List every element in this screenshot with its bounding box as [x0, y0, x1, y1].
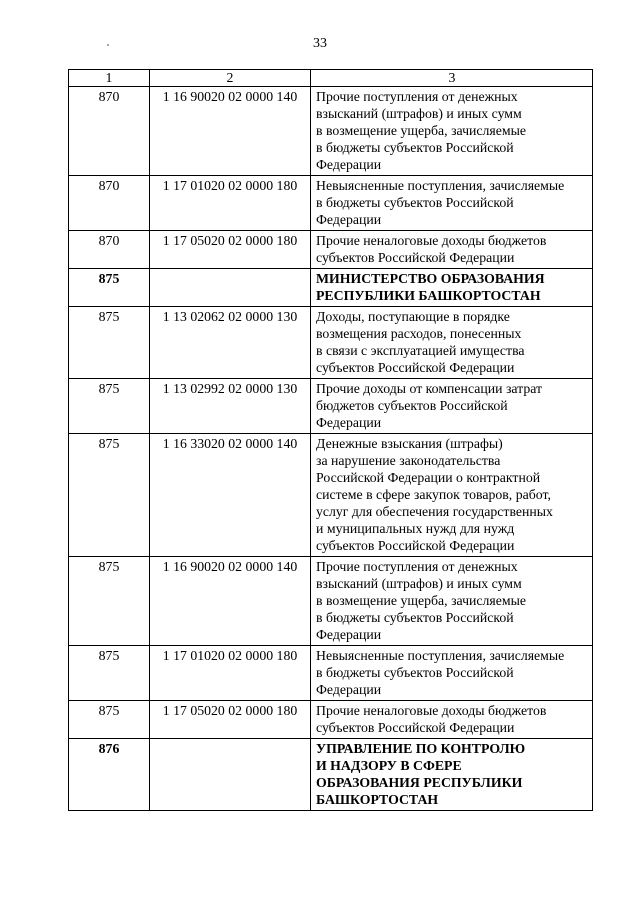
table-row [69, 269, 593, 307]
revenue-name-line: в бюджеты субъектов Российской [316, 665, 514, 680]
revenue-name-cell [311, 176, 593, 231]
page-number: 33 [313, 36, 327, 51]
admin-code-cell: 875 [69, 379, 150, 434]
revenue-name-cell [311, 231, 593, 269]
revenue-code-cell: 1 17 01020 02 0000 180 [150, 176, 311, 231]
admin-code-cell: 870 [69, 87, 150, 176]
revenue-name-line: в возмещение ущерба, зачисляемые [316, 593, 527, 608]
revenue-name-line: субъектов Российской Федерации [316, 360, 515, 375]
admin-code-cell: 875 [69, 701, 150, 739]
column-header-1: 1 [69, 70, 150, 87]
revenue-name-line: взысканий (штрафов) и иных сумм [316, 106, 522, 121]
revenue-name-line: и муниципальных нужд для нужд [316, 521, 515, 536]
revenue-name-line: Прочие неналоговые доходы бюджетов [316, 703, 547, 718]
admin-code-cell: 875 [69, 434, 150, 557]
revenue-code-cell [150, 739, 311, 811]
revenue-name-cell [311, 739, 593, 811]
revenue-name-line: Невыясненные поступления, зачисляемые [316, 178, 565, 193]
scan-dot [107, 44, 109, 46]
admin-code-cell: 875 [69, 646, 150, 701]
revenue-name-cell [311, 269, 593, 307]
revenue-name-line: Невыясненные поступления, зачисляемые [316, 648, 565, 663]
revenue-name-line: БАШКОРТОСТАН [316, 792, 439, 807]
revenue-name-line: Федерации [316, 627, 382, 642]
revenue-name-line: Федерации [316, 157, 382, 172]
revenue-name-line: Прочие поступления от денежных [316, 559, 518, 574]
revenue-code-cell: 1 17 05020 02 0000 180 [150, 231, 311, 269]
revenue-name-cell [311, 557, 593, 646]
revenue-name-line: УПРАВЛЕНИЕ ПО КОНТРОЛЮ [316, 741, 526, 756]
revenue-name-line: Федерации [316, 212, 382, 227]
revenue-name-line: РЕСПУБЛИКИ БАШКОРТОСТАН [316, 288, 541, 303]
revenue-code-cell: 1 17 05020 02 0000 180 [150, 701, 311, 739]
revenue-code-cell: 1 16 90020 02 0000 140 [150, 87, 311, 176]
revenue-code-cell: 1 13 02992 02 0000 130 [150, 379, 311, 434]
revenue-name-line: МИНИСТЕРСТВО ОБРАЗОВАНИЯ [316, 271, 545, 286]
table-row [69, 434, 593, 557]
revenue-name-cell [311, 87, 593, 176]
revenue-code-cell [150, 269, 311, 307]
table-row [69, 646, 593, 701]
revenue-codes-table [68, 69, 593, 811]
admin-code-cell: 876 [69, 739, 150, 811]
revenue-code-cell: 1 17 01020 02 0000 180 [150, 646, 311, 701]
revenue-name-line: возмещения расходов, понесенных [316, 326, 522, 341]
revenue-code-cell: 1 16 90020 02 0000 140 [150, 557, 311, 646]
revenue-name-line: И НАДЗОРУ В СФЕРЕ [316, 758, 462, 773]
revenue-name-line: системе в сфере закупок товаров, работ, [316, 487, 551, 502]
admin-code-cell: 870 [69, 231, 150, 269]
revenue-name-line: субъектов Российской Федерации [316, 538, 515, 553]
revenue-name-line: субъектов Российской Федерации [316, 250, 515, 265]
column-header-3: 3 [311, 70, 593, 87]
revenue-name-line: в бюджеты субъектов Российской [316, 140, 514, 155]
table-row [69, 701, 593, 739]
admin-code-cell: 875 [69, 557, 150, 646]
revenue-name-line: Федерации [316, 415, 382, 430]
revenue-name-line: в бюджеты субъектов Российской [316, 610, 514, 625]
revenue-name-line: Денежные взыскания (штрафы) [316, 436, 503, 451]
table-row [69, 307, 593, 379]
revenue-name-line: в бюджеты субъектов Российской [316, 195, 514, 210]
revenue-name-line: Прочие поступления от денежных [316, 89, 518, 104]
revenue-code-cell: 1 13 02062 02 0000 130 [150, 307, 311, 379]
revenue-name-line: ОБРАЗОВАНИЯ РЕСПУБЛИКИ [316, 775, 523, 790]
revenue-name-line: Российской Федерации о контрактной [316, 470, 541, 485]
column-header-2: 2 [150, 70, 311, 87]
revenue-name-cell [311, 434, 593, 557]
revenue-name-line: в связи с эксплуатацией имущества [316, 343, 525, 358]
table-row [69, 557, 593, 646]
revenue-name-line: в возмещение ущерба, зачисляемые [316, 123, 527, 138]
admin-code-cell: 875 [69, 269, 150, 307]
table-header-row [69, 70, 593, 87]
revenue-code-cell: 1 16 33020 02 0000 140 [150, 434, 311, 557]
table-row [69, 231, 593, 269]
revenue-name-line: субъектов Российской Федерации [316, 720, 515, 735]
table-row [69, 379, 593, 434]
revenue-name-line: за нарушение законодательства [316, 453, 501, 468]
revenue-name-line: бюджетов субъектов Российской [316, 398, 508, 413]
revenue-name-line: Прочие доходы от компенсации затрат [316, 381, 543, 396]
table-row [69, 87, 593, 176]
revenue-name-cell [311, 307, 593, 379]
admin-code-cell: 870 [69, 176, 150, 231]
table-body [69, 87, 593, 811]
revenue-name-line: Доходы, поступающие в порядке [316, 309, 510, 324]
admin-code-cell: 875 [69, 307, 150, 379]
revenue-name-line: услуг для обеспечения государственных [316, 504, 553, 519]
table-row [69, 176, 593, 231]
revenue-name-cell [311, 379, 593, 434]
revenue-name-line: взысканий (штрафов) и иных сумм [316, 576, 522, 591]
revenue-name-cell [311, 646, 593, 701]
table-row [69, 739, 593, 811]
revenue-name-cell [311, 701, 593, 739]
revenue-name-line: Прочие неналоговые доходы бюджетов [316, 233, 547, 248]
revenue-name-line: Федерации [316, 682, 382, 697]
